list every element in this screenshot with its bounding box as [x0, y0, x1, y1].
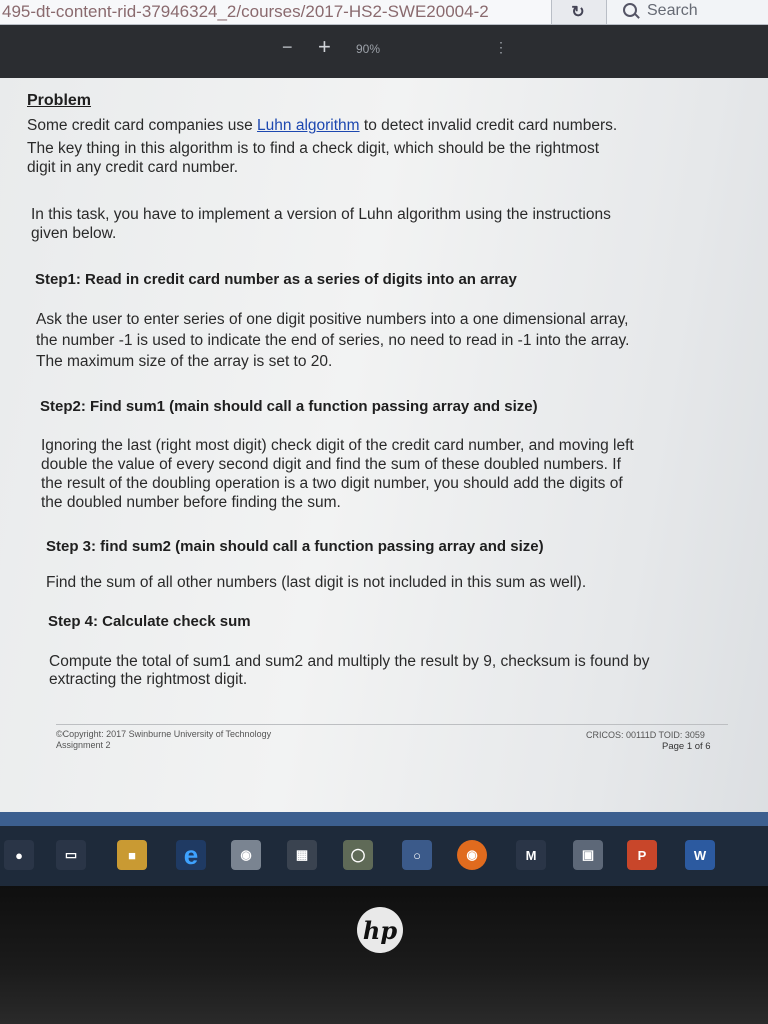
edge-icon[interactable]: e [176, 840, 206, 870]
step3-heading: Step 3: find sum2 (main should call a function passing array and size) [46, 538, 544, 555]
globe-icon[interactable]: ○ [402, 840, 432, 870]
zoom-out-button[interactable]: − [282, 37, 293, 57]
task-line-1: In this task, you have to implement a version of Luhn algorithm using the instructions [31, 206, 611, 223]
intro-text-b: to detect invalid credit card numbers. [359, 117, 618, 134]
taskbar [0, 826, 768, 886]
step2-line-4: the doubled number before finding the sum. [41, 494, 341, 511]
footer-divider [56, 724, 728, 725]
step1-line-3: The maximum size of the array is set to 20. [36, 353, 333, 370]
intro-line-3: digit in any credit card number. [27, 159, 239, 176]
document-page [0, 78, 768, 812]
reload-icon[interactable]: ↻ [571, 4, 585, 21]
footer-assignment: Assignment 2 [56, 740, 111, 750]
powerpoint-icon[interactable]: P [627, 840, 657, 870]
step1-line-1: Ask the user to enter series of one digit positive numbers into a one dimensional array, [36, 311, 629, 328]
step1-heading: Step1: Read in credit card number as a series of digits into an array [35, 271, 517, 288]
file-explorer-icon[interactable]: ■ [117, 840, 147, 870]
problem-title: Problem [27, 92, 92, 109]
intro-line-1 [27, 117, 617, 135]
step4-heading: Step 4: Calculate check sum [48, 613, 251, 630]
step2-line-1: Ignoring the last (right most digit) check digit of the credit card number, and moving left [41, 437, 634, 454]
search-icon [623, 3, 637, 17]
hp-logo: hp [357, 907, 403, 953]
zoom-level[interactable]: 90% [356, 42, 381, 56]
footer-copyright: ©Copyright: 2017 Swinburne University of Technology [56, 729, 272, 739]
footer-page-number: Page 1 of 6 [662, 741, 711, 752]
step4-line-2: extracting the rightmost digit. [49, 671, 248, 688]
word-icon[interactable]: W [685, 840, 715, 870]
footer-cricos: CRICOS: 00111D TOID: 3059 [586, 730, 705, 740]
step3-line-1: Find the sum of all other numbers (last digit is not included in this sum as well). [46, 574, 587, 591]
window-border [0, 812, 768, 826]
browser-address-bar [0, 0, 768, 25]
more-options-icon[interactable]: ⋮ [494, 39, 508, 55]
app-icon-3[interactable]: M [516, 840, 546, 870]
task-view-icon[interactable]: ▭ [56, 840, 86, 870]
search-box[interactable] [606, 0, 768, 24]
search-placeholder: Search [647, 2, 698, 19]
step1-line-2: the number -1 is used to indicate the end of series, no need to read in -1 into the array. [36, 332, 630, 349]
app-icon-2[interactable]: ◯ [343, 840, 373, 870]
search-icon[interactable]: ● [4, 840, 34, 870]
intro-line-2: The key thing in this algorithm is to find a check digit, which should be the rightmost [27, 140, 600, 157]
task-line-2: given below. [31, 225, 117, 242]
luhn-algorithm-link[interactable]: Luhn algorithm [257, 117, 360, 134]
url-field[interactable]: 495-dt-content-rid-37946324_2/courses/2017-HS2-SWE20004-2 [0, 0, 552, 24]
pdf-viewer-toolbar [0, 25, 768, 78]
intro-text-a: Some credit card companies use [27, 117, 258, 134]
step2-heading: Step2: Find sum1 (main should call a function passing array and size) [40, 398, 538, 415]
zoom-in-button[interactable]: + [318, 34, 331, 59]
store-icon[interactable]: ▦ [287, 840, 317, 870]
step4-line-1: Compute the total of sum1 and sum2 and multiply the result by 9, checksum is found by [49, 653, 650, 670]
step2-line-3: the result of the doubling operation is a two digit number, you should add the digits of [41, 475, 623, 492]
app-icon[interactable]: ◉ [231, 840, 261, 870]
app-icon-4[interactable]: ▣ [573, 840, 603, 870]
step2-line-2: double the value of every second digit and find the sum of these doubled numbers. If [41, 456, 621, 473]
firefox-icon[interactable]: ◉ [457, 840, 487, 870]
